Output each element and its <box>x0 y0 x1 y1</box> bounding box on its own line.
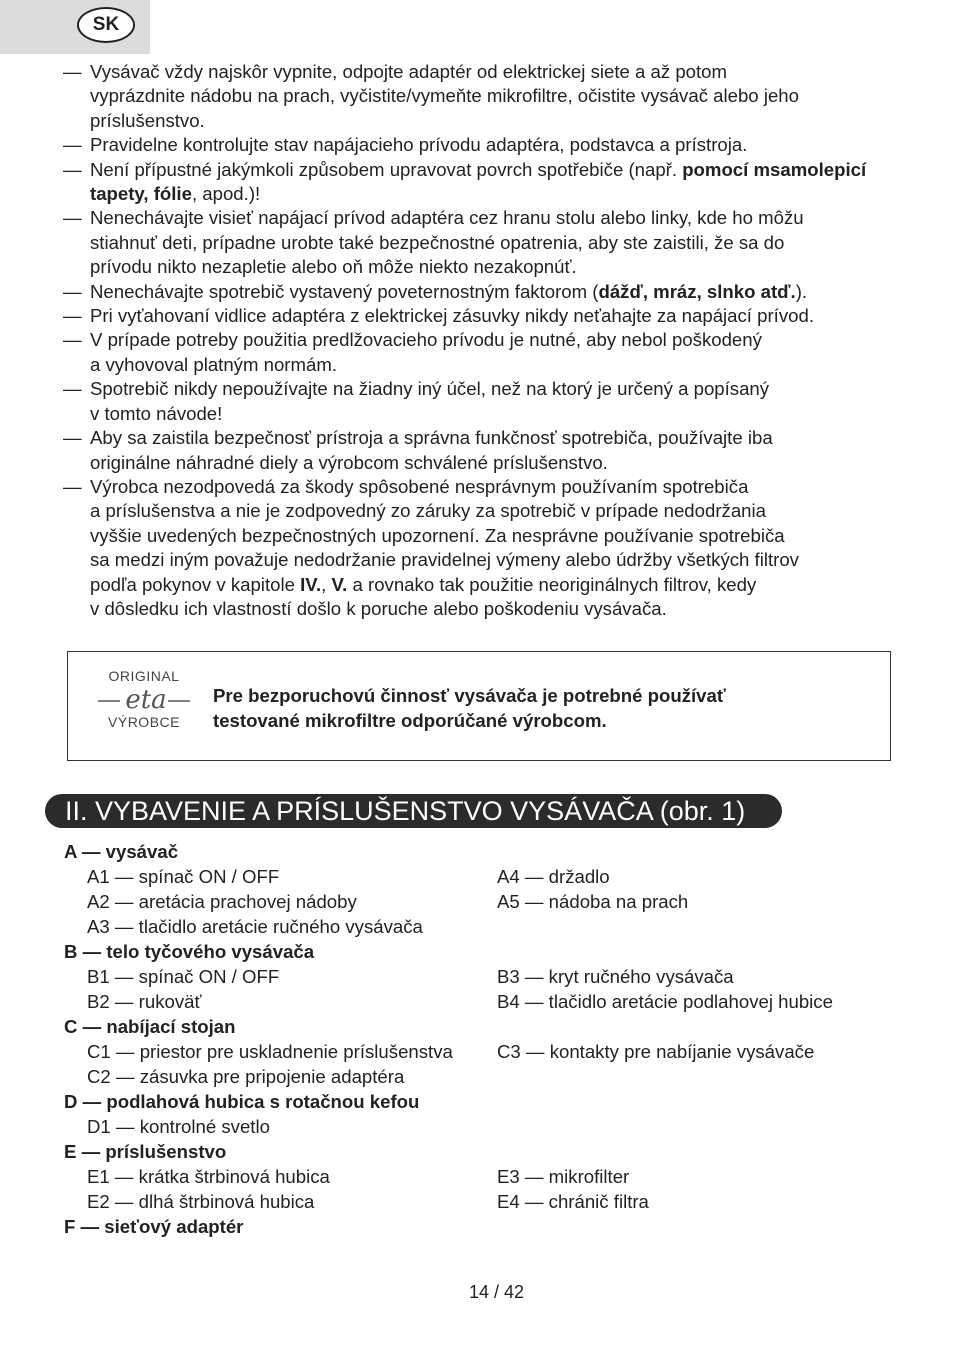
bullet-text-regular: , <box>321 573 332 595</box>
bullet-text <box>90 280 903 304</box>
part-item: A3 — tlačidlo aretácie ručného vysávača <box>87 916 423 937</box>
bullet-line: Aby sa zaistila bezpečnosť prístroja a správna funkčnosť spotrebiča, používajte iba <box>90 427 773 449</box>
bullet-line: prívodu nikto nezapletie alebo oň môže niekto nezakopnúť. <box>90 256 577 278</box>
bullet-line: Pri vyťahovaní vidlice adaptéra z elektrickej zásuvky nikdy neťahajte za napájací prívod. <box>90 305 814 327</box>
notice-box <box>67 651 891 761</box>
bullet-line: stiahnuť deti, prípadne urobte také bezpečnostné opatrenia, aby ste zaistili, že sa do <box>90 231 785 253</box>
logo-bottom-text: VÝROBCE <box>108 714 180 730</box>
notice-line: testované mikrofiltre odporúčané výrobcom. <box>213 710 607 731</box>
bullet-dash: — <box>63 134 82 156</box>
bullet-item <box>63 206 903 279</box>
bullet-dash: — <box>63 305 82 327</box>
parts-list <box>64 839 914 1239</box>
logo-mark-text: eta <box>125 685 167 714</box>
language-tab <box>0 0 150 54</box>
safety-bullet-list <box>63 60 903 621</box>
part-item: B1 — spínač ON / OFF <box>87 966 280 987</box>
group-title: B — telo tyčového vysávača <box>64 941 315 962</box>
part-item: A2 — aretácia prachovej nádoby <box>87 891 357 912</box>
bullet-dash: — <box>63 475 82 497</box>
bullet-dash: — <box>63 158 82 180</box>
part-item: D1 — kontrolné svetlo <box>87 1116 270 1137</box>
language-badge: SK <box>77 7 135 43</box>
bullet-line <box>90 573 903 597</box>
bullet-line: Nenechávajte visieť napájací prívod adaptéra cez hranu stolu alebo linky, kde ho môžu <box>90 207 804 229</box>
section-title: II. VYBAVENIE A PRÍSLUŠENSTVO VYSÁVAČA (obr. 1) <box>65 796 746 826</box>
part-item: B4 — tlačidlo aretácie podlahovej hubice <box>497 991 833 1012</box>
parts-row <box>64 1039 914 1064</box>
bullet-item <box>63 377 903 426</box>
bullet-line: Vysávač vždy najskôr vypnite, odpojte adaptér od elektrickej siete a až potom <box>90 61 727 82</box>
bullet-text-regular: a rovnako tak použitie neoriginálnych filtrov, kedy <box>347 573 757 595</box>
bullet-dash: — <box>63 427 82 449</box>
page-number: 14 / 42 <box>468 1282 525 1302</box>
bullet-line: v dôsledku ich vlastností došlo k poruche alebo poškodeniu vysávača. <box>90 597 667 619</box>
bullet-text-bold: dážď, mráz, slnko atď. <box>598 280 796 302</box>
notice-line: Pre bezporuchovú činnosť vysávača je potrebné používať <box>213 685 726 706</box>
parts-row <box>64 889 914 914</box>
part-item: E4 — chránič filtra <box>497 1191 649 1212</box>
bullet-item <box>63 475 903 621</box>
part-item: C3 — kontakty pre nabíjanie vysávače <box>497 1041 815 1062</box>
bullet-dash: — <box>63 61 82 82</box>
bullet-item <box>63 158 903 207</box>
bullet-line: sa medzi iným považuje nedodržanie pravidelnej výmeny alebo údržby všetkých filtrov <box>90 549 799 571</box>
parts-row <box>64 864 914 889</box>
eta-logo-mark <box>96 684 192 714</box>
group-title: E — príslušenstvo <box>64 1141 227 1162</box>
bullet-item <box>63 328 903 377</box>
section-heading-banner <box>45 794 782 828</box>
bullet-line: Pravidelne kontrolujte stav napájacieho prívodu adaptéra, podstavca a prístroja. <box>90 134 748 156</box>
bullet-text-regular: podľa pokynov v kapitole <box>90 573 301 595</box>
parts-row <box>64 1164 914 1189</box>
bullet-item <box>63 60 903 133</box>
parts-row <box>64 914 914 939</box>
bullet-line: Spotrebič nikdy nepoužívajte na žiadny iný účel, než na ktorý je určený a popísaný <box>90 378 770 400</box>
bullet-text-bold: pomocí msamolepicí tapety, fólie <box>90 158 867 205</box>
bullet-item <box>63 426 903 475</box>
bullet-text-regular: , apod.)! <box>191 183 261 205</box>
bullet-line: v tomto návode! <box>90 402 223 424</box>
bullet-line: a vyhovoval platným normám. <box>90 353 337 375</box>
parts-row <box>64 1189 914 1214</box>
part-item: B3 — kryt ručného vysávača <box>497 966 734 987</box>
bullet-line: vyprázdnite nádobu na prach, vyčistite/vymeňte mikrofiltre, očistite vysávač alebo jeho <box>90 85 799 107</box>
bullet-line: príslušenstvo. <box>90 109 205 131</box>
bullet-text-regular: Není přípustné jakýmkoli způsobem upravovat povrch spotřebiče (např. <box>90 158 683 180</box>
group-title: D — podlahová hubica s rotačnou kefou <box>64 1091 420 1112</box>
bullet-line: vyššie uvedených bezpečnostných upozornení. Za nesprávne používanie spotrebiča <box>90 524 785 546</box>
parts-row <box>64 964 914 989</box>
part-item: E1 — krátka štrbinová hubica <box>87 1166 330 1187</box>
notice-text <box>213 683 853 733</box>
bullet-item <box>63 304 903 328</box>
logo-top-text: ORIGINAL <box>108 668 180 684</box>
bullet-text-regular: ). <box>795 280 808 302</box>
bullet-item <box>63 280 903 304</box>
part-item: B2 — rukoväť <box>87 991 202 1012</box>
bullet-dash: — <box>63 207 82 229</box>
bullet-dash: — <box>63 378 82 400</box>
group-title: F — sieťový adaptér <box>64 1216 244 1237</box>
part-item: A4 — držadlo <box>497 866 610 887</box>
bullet-line: originálne náhradné diely a výrobcom schválené príslušenstvo. <box>90 451 608 473</box>
bullet-line: V prípade potreby použitia predlžovacieho prívodu je nutné, aby nebol poškodený <box>90 329 762 351</box>
part-item: A5 — nádoba na prach <box>497 891 689 912</box>
part-item: C1 — priestor pre uskladnenie príslušenstva <box>87 1041 453 1062</box>
part-item: E3 — mikrofilter <box>497 1166 630 1187</box>
bullet-item <box>63 133 903 157</box>
bullet-text-bold: V. <box>331 573 348 595</box>
group-title: A — vysávač <box>64 841 179 862</box>
part-item: E2 — dlhá štrbinová hubica <box>87 1191 315 1212</box>
part-item: A1 — spínač ON / OFF <box>87 866 280 887</box>
parts-row <box>64 1114 914 1139</box>
eta-original-logo <box>94 668 194 746</box>
bullet-text-bold: IV. <box>300 573 322 595</box>
bullet-dash: — <box>63 329 82 351</box>
bullet-line: Výrobca nezodpovedá za škody spôsobené nesprávnym používaním spotrebiča <box>90 475 749 497</box>
parts-row <box>64 1064 914 1089</box>
group-title: C — nabíjací stojan <box>64 1016 236 1037</box>
bullet-text-regular: Nenechávajte spotrebič vystavený poveternostným faktorom ( <box>90 280 599 302</box>
bullet-dash: — <box>63 280 82 302</box>
bullet-line: a príslušenstva a nie je zodpovedný zo záruky za spotrebič v prípade nedodržania <box>90 500 766 522</box>
bullet-text <box>90 158 903 207</box>
parts-row <box>64 989 914 1014</box>
part-item: C2 — zásuvka pre pripojenie adaptéra <box>87 1066 405 1087</box>
